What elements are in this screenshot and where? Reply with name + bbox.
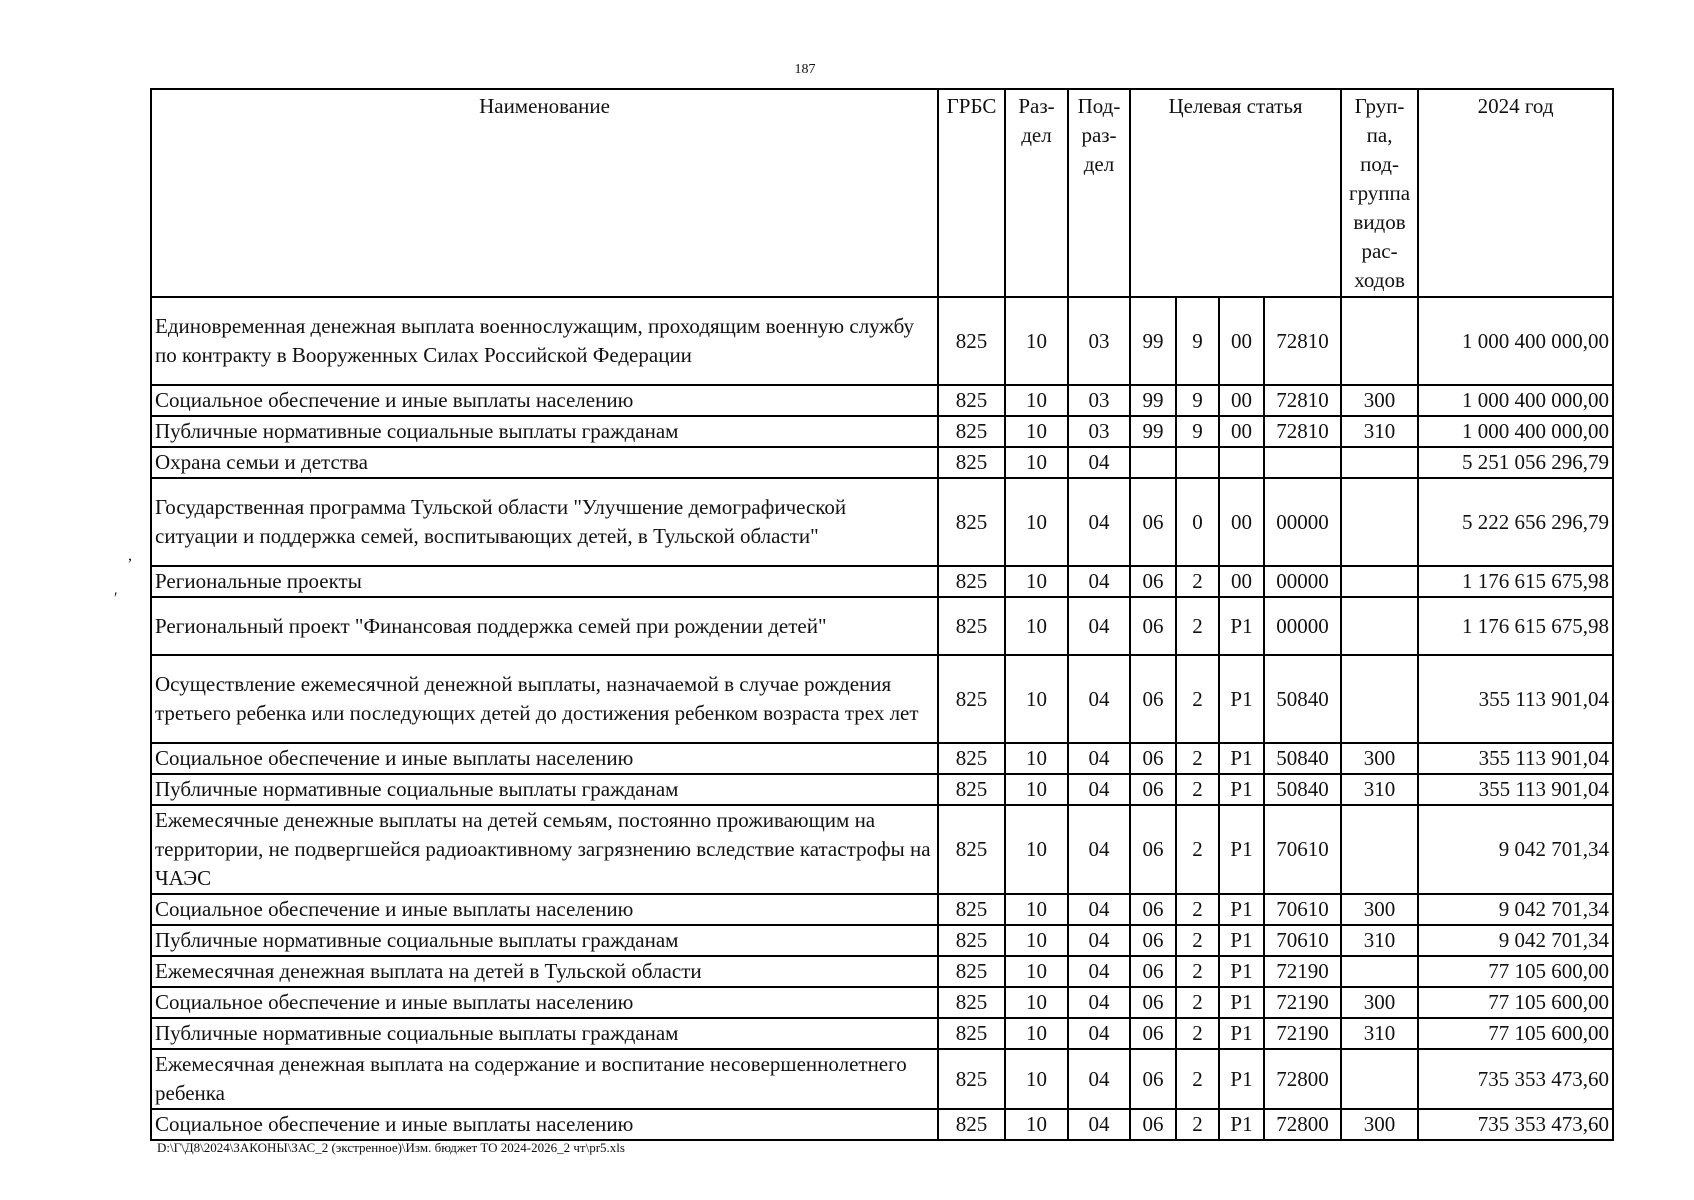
table-row [151, 1018, 1613, 1049]
row-podrazdel: 03 [1068, 297, 1130, 385]
row-razdel: 10 [1005, 774, 1068, 805]
row-name: Публичные нормативные социальные выплаты гражданам [151, 774, 938, 805]
row-target-direction: 72810 [1264, 416, 1341, 447]
row-podrazdel: 04 [1068, 566, 1130, 597]
row-grbs: 825 [938, 774, 1005, 805]
row-grbs: 825 [938, 805, 1005, 894]
row-target-program: 06 [1130, 1049, 1176, 1109]
table-row [151, 894, 1613, 925]
row-target-activity: Р1 [1219, 1109, 1264, 1140]
row-target-direction: 00000 [1264, 566, 1341, 597]
row-expense-group: 310 [1341, 1018, 1418, 1049]
row-target-subprogram: 2 [1176, 1049, 1219, 1109]
row-target-direction: 70610 [1264, 925, 1341, 956]
row-amount: 355 113 901,04 [1418, 774, 1613, 805]
row-expense-group: 300 [1341, 987, 1418, 1018]
table-row [151, 566, 1613, 597]
row-amount: 77 105 600,00 [1418, 987, 1613, 1018]
row-target-direction [1264, 447, 1341, 478]
row-target-direction: 70610 [1264, 894, 1341, 925]
row-grbs: 825 [938, 987, 1005, 1018]
row-amount: 77 105 600,00 [1418, 1018, 1613, 1049]
row-target-program: 06 [1130, 894, 1176, 925]
table-row [151, 416, 1613, 447]
row-amount: 735 353 473,60 [1418, 1109, 1613, 1140]
row-target-direction: 72800 [1264, 1049, 1341, 1109]
row-razdel: 10 [1005, 297, 1068, 385]
row-target-program: 06 [1130, 655, 1176, 743]
row-grbs: 825 [938, 1049, 1005, 1109]
row-grbs: 825 [938, 566, 1005, 597]
row-razdel: 10 [1005, 925, 1068, 956]
row-amount: 355 113 901,04 [1418, 743, 1613, 774]
row-grbs: 825 [938, 743, 1005, 774]
row-target-subprogram: 2 [1176, 894, 1219, 925]
row-target-program: 99 [1130, 385, 1176, 416]
table-row [151, 774, 1613, 805]
row-podrazdel: 04 [1068, 894, 1130, 925]
row-razdel: 10 [1005, 956, 1068, 987]
row-amount: 1 176 615 675,98 [1418, 597, 1613, 655]
row-grbs: 825 [938, 956, 1005, 987]
row-name: Государственная программа Тульской области "Улучшение демографической ситуации и поддержка семей, воспитывающих детей, в Тульской области" [151, 478, 938, 566]
table-row [151, 743, 1613, 774]
row-razdel: 10 [1005, 1109, 1068, 1140]
row-amount: 355 113 901,04 [1418, 655, 1613, 743]
row-podrazdel: 04 [1068, 447, 1130, 478]
row-amount: 1 000 400 000,00 [1418, 385, 1613, 416]
budget-table [150, 88, 1614, 1141]
row-razdel: 10 [1005, 566, 1068, 597]
row-target-direction: 50840 [1264, 655, 1341, 743]
row-grbs: 825 [938, 478, 1005, 566]
row-podrazdel: 04 [1068, 1049, 1130, 1109]
row-target-subprogram: 2 [1176, 597, 1219, 655]
row-target-direction: 72810 [1264, 297, 1341, 385]
row-razdel: 10 [1005, 385, 1068, 416]
row-name: Ежемесячная денежная выплата на содержание и воспитание несовершеннолетнего ребенка [151, 1049, 938, 1109]
row-amount: 1 176 615 675,98 [1418, 566, 1613, 597]
row-razdel: 10 [1005, 478, 1068, 566]
row-target-program: 06 [1130, 987, 1176, 1018]
row-name: Социальное обеспечение и иные выплаты населению [151, 385, 938, 416]
row-grbs: 825 [938, 1018, 1005, 1049]
row-target-activity: Р1 [1219, 655, 1264, 743]
row-target-subprogram: 2 [1176, 774, 1219, 805]
row-target-subprogram: 2 [1176, 956, 1219, 987]
row-podrazdel: 04 [1068, 655, 1130, 743]
row-target-direction: 72810 [1264, 385, 1341, 416]
row-name: Публичные нормативные социальные выплаты гражданам [151, 416, 938, 447]
row-podrazdel: 04 [1068, 925, 1130, 956]
row-podrazdel: 04 [1068, 743, 1130, 774]
row-target-subprogram: 9 [1176, 297, 1219, 385]
row-target-program: 06 [1130, 743, 1176, 774]
row-target-subprogram: 2 [1176, 743, 1219, 774]
row-target-activity: Р1 [1219, 597, 1264, 655]
row-razdel: 10 [1005, 447, 1068, 478]
row-expense-group: 300 [1341, 385, 1418, 416]
row-target-activity: 00 [1219, 416, 1264, 447]
row-target-direction: 72190 [1264, 956, 1341, 987]
row-grbs: 825 [938, 385, 1005, 416]
row-target-direction: 50840 [1264, 774, 1341, 805]
row-target-program: 06 [1130, 478, 1176, 566]
row-target-activity [1219, 447, 1264, 478]
row-target-subprogram [1176, 447, 1219, 478]
row-razdel: 10 [1005, 416, 1068, 447]
row-podrazdel: 04 [1068, 478, 1130, 566]
row-expense-group: 300 [1341, 1109, 1418, 1140]
row-expense-group [1341, 1049, 1418, 1109]
row-target-program: 06 [1130, 956, 1176, 987]
row-razdel: 10 [1005, 987, 1068, 1018]
row-target-activity: Р1 [1219, 805, 1264, 894]
row-name: Социальное обеспечение и иные выплаты населению [151, 743, 938, 774]
row-amount: 5 251 056 296,79 [1418, 447, 1613, 478]
row-name: Публичные нормативные социальные выплаты гражданам [151, 1018, 938, 1049]
row-target-subprogram: 2 [1176, 566, 1219, 597]
row-target-program: 06 [1130, 774, 1176, 805]
row-amount: 735 353 473,60 [1418, 1049, 1613, 1109]
row-target-direction: 00000 [1264, 597, 1341, 655]
table-row [151, 1049, 1613, 1109]
row-razdel: 10 [1005, 894, 1068, 925]
row-podrazdel: 04 [1068, 1109, 1130, 1140]
row-target-subprogram: 2 [1176, 805, 1219, 894]
row-amount: 5 222 656 296,79 [1418, 478, 1613, 566]
header-razdel: Раз- дел [1005, 89, 1068, 297]
row-target-activity: Р1 [1219, 1049, 1264, 1109]
table-row [151, 385, 1613, 416]
row-razdel: 10 [1005, 655, 1068, 743]
table-row [151, 956, 1613, 987]
row-expense-group [1341, 478, 1418, 566]
page-number: 187 [794, 62, 816, 77]
row-expense-group [1341, 655, 1418, 743]
row-target-program: 06 [1130, 1018, 1176, 1049]
row-target-program: 06 [1130, 597, 1176, 655]
row-name: Охрана семьи и детства [151, 447, 938, 478]
row-expense-group [1341, 597, 1418, 655]
row-podrazdel: 04 [1068, 956, 1130, 987]
header-target-article: Целевая статья [1130, 89, 1341, 297]
row-target-activity: Р1 [1219, 894, 1264, 925]
row-target-activity: 00 [1219, 297, 1264, 385]
row-name: Осуществление ежемесячной денежной выплаты, назначаемой в случае рождения третьего ребенка или последующих детей до достижения ребенком возраста трех лет [151, 655, 938, 743]
row-amount: 77 105 600,00 [1418, 956, 1613, 987]
row-grbs: 825 [938, 447, 1005, 478]
table-row [151, 655, 1613, 743]
row-amount: 1 000 400 000,00 [1418, 297, 1613, 385]
table-header-row [151, 89, 1613, 297]
table-row [151, 1109, 1613, 1140]
row-target-subprogram: 2 [1176, 655, 1219, 743]
row-target-activity: Р1 [1219, 925, 1264, 956]
row-expense-group [1341, 566, 1418, 597]
table-row [151, 297, 1613, 385]
row-target-program: 99 [1130, 416, 1176, 447]
row-expense-group [1341, 805, 1418, 894]
row-target-subprogram: 2 [1176, 1018, 1219, 1049]
table-row [151, 597, 1613, 655]
row-expense-group [1341, 447, 1418, 478]
row-name: Социальное обеспечение и иные выплаты населению [151, 987, 938, 1018]
row-amount: 9 042 701,34 [1418, 805, 1613, 894]
row-name: Единовременная денежная выплата военнослужащим, проходящим военную службу по контракту в Вооруженных Силах Российской Федерации [151, 297, 938, 385]
row-target-program: 06 [1130, 1109, 1176, 1140]
row-expense-group [1341, 956, 1418, 987]
row-target-direction: 50840 [1264, 743, 1341, 774]
row-amount: 1 000 400 000,00 [1418, 416, 1613, 447]
row-target-program: 99 [1130, 297, 1176, 385]
row-target-activity: Р1 [1219, 774, 1264, 805]
row-target-activity: Р1 [1219, 956, 1264, 987]
row-name: Региональные проекты [151, 566, 938, 597]
row-name: Ежемесячная денежная выплата на детей в Тульской области [151, 956, 938, 987]
row-target-program: 06 [1130, 805, 1176, 894]
row-target-activity: Р1 [1219, 1018, 1264, 1049]
row-grbs: 825 [938, 297, 1005, 385]
row-target-activity: 00 [1219, 385, 1264, 416]
margin-mark: ′ [114, 590, 118, 607]
row-name: Ежемесячные денежные выплаты на детей семьям, постоянно проживающим на территории, не подвергшейся радиоактивному загрязнению вследствие катастрофы на ЧАЭС [151, 805, 938, 894]
row-podrazdel: 04 [1068, 774, 1130, 805]
row-podrazdel: 03 [1068, 385, 1130, 416]
row-grbs: 825 [938, 894, 1005, 925]
row-target-subprogram: 2 [1176, 987, 1219, 1018]
row-target-direction: 72190 [1264, 1018, 1341, 1049]
row-name: Региональный проект "Финансовая поддержка семей при рождении детей" [151, 597, 938, 655]
header-name: Наименование [151, 89, 938, 297]
row-expense-group: 310 [1341, 416, 1418, 447]
table-row [151, 987, 1613, 1018]
row-razdel: 10 [1005, 743, 1068, 774]
row-podrazdel: 03 [1068, 416, 1130, 447]
row-grbs: 825 [938, 416, 1005, 447]
row-target-direction: 72800 [1264, 1109, 1341, 1140]
row-grbs: 825 [938, 1109, 1005, 1140]
row-target-subprogram: 9 [1176, 416, 1219, 447]
header-podrazdel: Под- раз- дел [1068, 89, 1130, 297]
row-razdel: 10 [1005, 1018, 1068, 1049]
row-grbs: 825 [938, 655, 1005, 743]
row-name: Социальное обеспечение и иные выплаты населению [151, 1109, 938, 1140]
row-target-activity: 00 [1219, 566, 1264, 597]
row-razdel: 10 [1005, 1049, 1068, 1109]
footer-file-path: D:\Г\Д8\2024\ЗАКОНЫ\ЗАС_2 (экстренное)\Изм. бюджет ТО 2024-2026_2 чт\pr5.xls [157, 1140, 625, 1155]
row-expense-group: 300 [1341, 894, 1418, 925]
row-podrazdel: 04 [1068, 597, 1130, 655]
margin-mark: , [128, 547, 132, 564]
row-amount: 9 042 701,34 [1418, 925, 1613, 956]
row-target-program: 06 [1130, 566, 1176, 597]
row-name: Социальное обеспечение и иные выплаты населению [151, 894, 938, 925]
row-target-program [1130, 447, 1176, 478]
row-target-activity: Р1 [1219, 987, 1264, 1018]
row-grbs: 825 [938, 597, 1005, 655]
row-expense-group: 310 [1341, 774, 1418, 805]
row-target-subprogram: 0 [1176, 478, 1219, 566]
row-target-program: 06 [1130, 925, 1176, 956]
row-name: Публичные нормативные социальные выплаты гражданам [151, 925, 938, 956]
row-expense-group: 310 [1341, 925, 1418, 956]
row-amount: 9 042 701,34 [1418, 894, 1613, 925]
row-podrazdel: 04 [1068, 805, 1130, 894]
table-row [151, 478, 1613, 566]
row-grbs: 825 [938, 925, 1005, 956]
row-target-activity: 00 [1219, 478, 1264, 566]
table-row [151, 447, 1613, 478]
row-target-subprogram: 9 [1176, 385, 1219, 416]
row-target-subprogram: 2 [1176, 925, 1219, 956]
row-podrazdel: 04 [1068, 1018, 1130, 1049]
row-target-activity: Р1 [1219, 743, 1264, 774]
row-target-direction: 72190 [1264, 987, 1341, 1018]
row-razdel: 10 [1005, 597, 1068, 655]
header-expense-group: Груп- па, под- группа видов рас- ходов [1341, 89, 1418, 297]
row-podrazdel: 04 [1068, 987, 1130, 1018]
row-target-direction: 70610 [1264, 805, 1341, 894]
row-razdel: 10 [1005, 805, 1068, 894]
header-year-2024: 2024 год [1418, 89, 1613, 297]
row-target-subprogram: 2 [1176, 1109, 1219, 1140]
header-grbs: ГРБС [938, 89, 1005, 297]
row-target-direction: 00000 [1264, 478, 1341, 566]
table-row [151, 925, 1613, 956]
row-expense-group: 300 [1341, 743, 1418, 774]
row-expense-group [1341, 297, 1418, 385]
table-row [151, 805, 1613, 894]
